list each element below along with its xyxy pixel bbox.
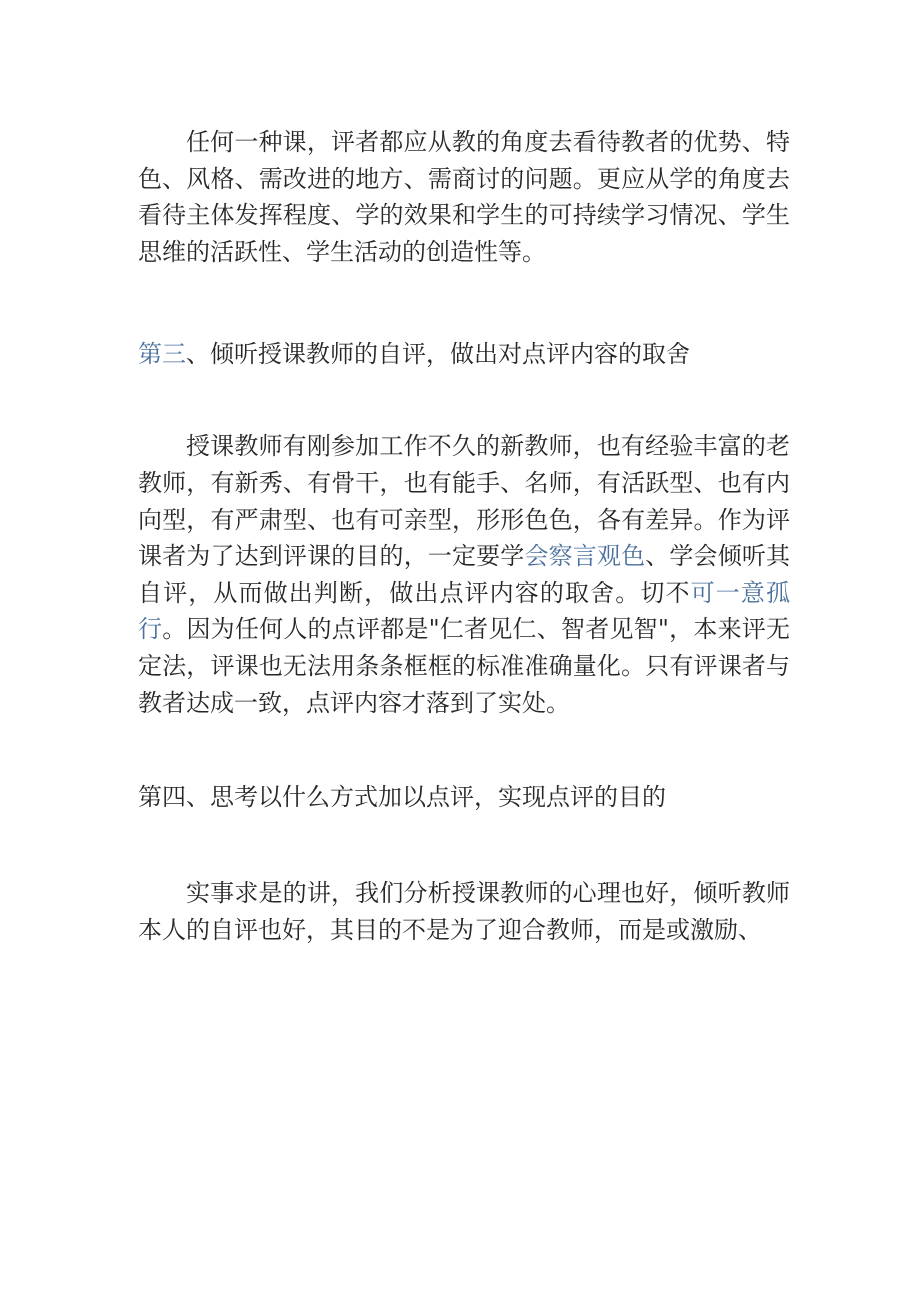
paragraph-text-segment: 、学会倾听其自评，从而做出判断，做出点评内容的取舍。切不	[138, 542, 791, 607]
paragraph-text-segment: 授课教师有刚参加工作不久的新教师，也有经验丰富的老教师，有新秀、有骨干，也有能手、名师，有活跃型、也有内向型，有严肃型、也有可亲型，形形色色，各有差异。作为评课者为了达到评课的目的，一定要学	[138, 432, 790, 571]
paragraph-listen-self-evaluation	[138, 428, 790, 721]
paragraph-seek-truth: 实事求是的讲，我们分析授课教师的心理也好，倾听教师本人的自评也好，其目的不是为了迎合教师，而是或激励、	[138, 879, 790, 944]
section-heading-4: 第四、思考以什么方式加以点评，实现点评的目的	[138, 783, 666, 812]
paragraph-evaluation-perspective: 任何一种课，评者都应从教的角度去看待教者的优势、特色、风格、需改进的地方、需商讨的问题。更应从学的角度去看待主体发挥程度、学的效果和学生的可持续学习情况、学生思维的活跃性、学生活动的创造性等。	[138, 128, 790, 266]
document-body	[138, 124, 790, 948]
section-heading-3-prefix: 第三	[138, 340, 186, 369]
link-read-expressions[interactable]: 会察言观色	[524, 542, 646, 571]
section-heading-3-text: 、倾听授课教师的自评，做出对点评内容的取舍	[186, 340, 690, 369]
link-stubborn[interactable]: 可一意孤行	[138, 578, 791, 644]
paragraph-text-segment: 。因为任何人的点评都是"仁者见仁、智者见智"，本来评无定法，评课也无法用条条框框的标准准确量化。只有评课者与教者达成一致，点评内容才落到了实处。	[138, 615, 791, 717]
section-heading-3	[138, 336, 790, 372]
